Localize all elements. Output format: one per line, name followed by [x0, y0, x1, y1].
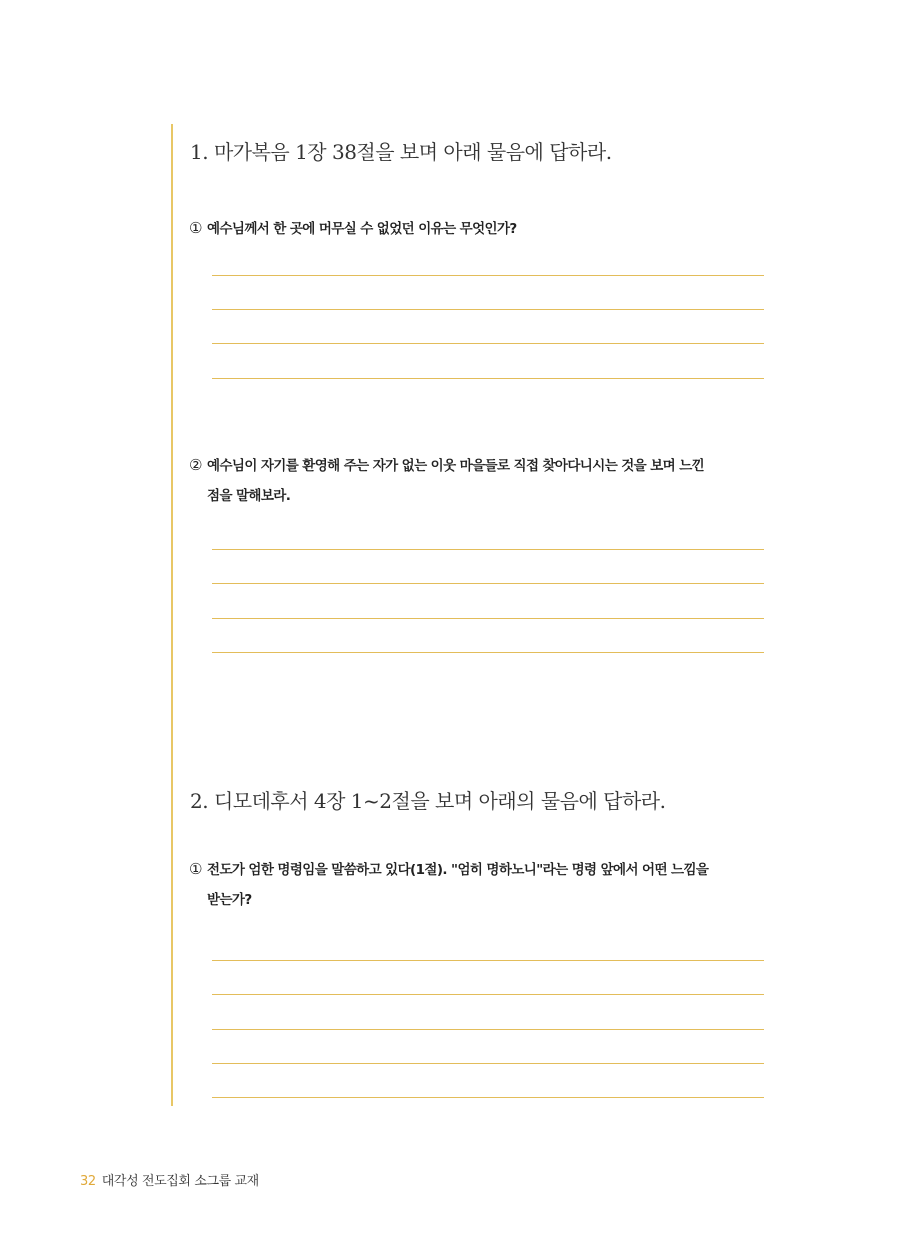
question-text-line-2: 받는가? [207, 892, 252, 908]
answer-line[interactable] [212, 1063, 764, 1064]
page-footer [80, 1170, 259, 1189]
page-number: 32 [80, 1174, 96, 1189]
answer-line[interactable] [212, 309, 764, 310]
answer-line[interactable] [212, 378, 764, 379]
question-number: ① [189, 219, 202, 237]
answer-line[interactable] [212, 994, 764, 995]
answer-line[interactable] [212, 618, 764, 619]
left-margin-rule [171, 124, 173, 1106]
section-2-title: 2. 디모데후서 4장 1~2절을 보며 아래의 물음에 답하라. [190, 789, 666, 813]
book-title: 대각성 전도집회 소그룹 교재 [101, 1174, 259, 1189]
answer-line[interactable] [212, 1029, 764, 1030]
question-number: ② [189, 456, 202, 474]
answer-line[interactable] [212, 583, 764, 584]
answer-line[interactable] [212, 652, 764, 653]
question-text: 예수님께서 한 곳에 머무실 수 없었던 이유는 무엇인가? [207, 221, 517, 237]
answer-line[interactable] [212, 343, 764, 344]
answer-line[interactable] [212, 275, 764, 276]
answer-line[interactable] [212, 1097, 764, 1098]
answer-line[interactable] [212, 960, 764, 961]
question-number: ① [189, 860, 202, 878]
section-1-question-1 [189, 213, 769, 244]
question-text-line-1: 예수님이 자기를 환영해 주는 자가 없는 이웃 마을들로 직접 찾아다니시는 것을 보며 느낀 [207, 458, 705, 474]
answer-line[interactable] [212, 549, 764, 550]
section-1-question-2 [189, 450, 769, 511]
section-2-question-1 [189, 854, 769, 915]
section-1-title: 1. 마가복음 1장 38절을 보며 아래 물음에 답하라. [190, 140, 612, 164]
question-text-line-2: 점을 말해보라. [207, 488, 291, 504]
question-text-line-1: 전도가 엄한 명령임을 말씀하고 있다(1절). "엄히 명하노니"라는 명령 앞에서 어떤 느낌을 [207, 862, 709, 878]
